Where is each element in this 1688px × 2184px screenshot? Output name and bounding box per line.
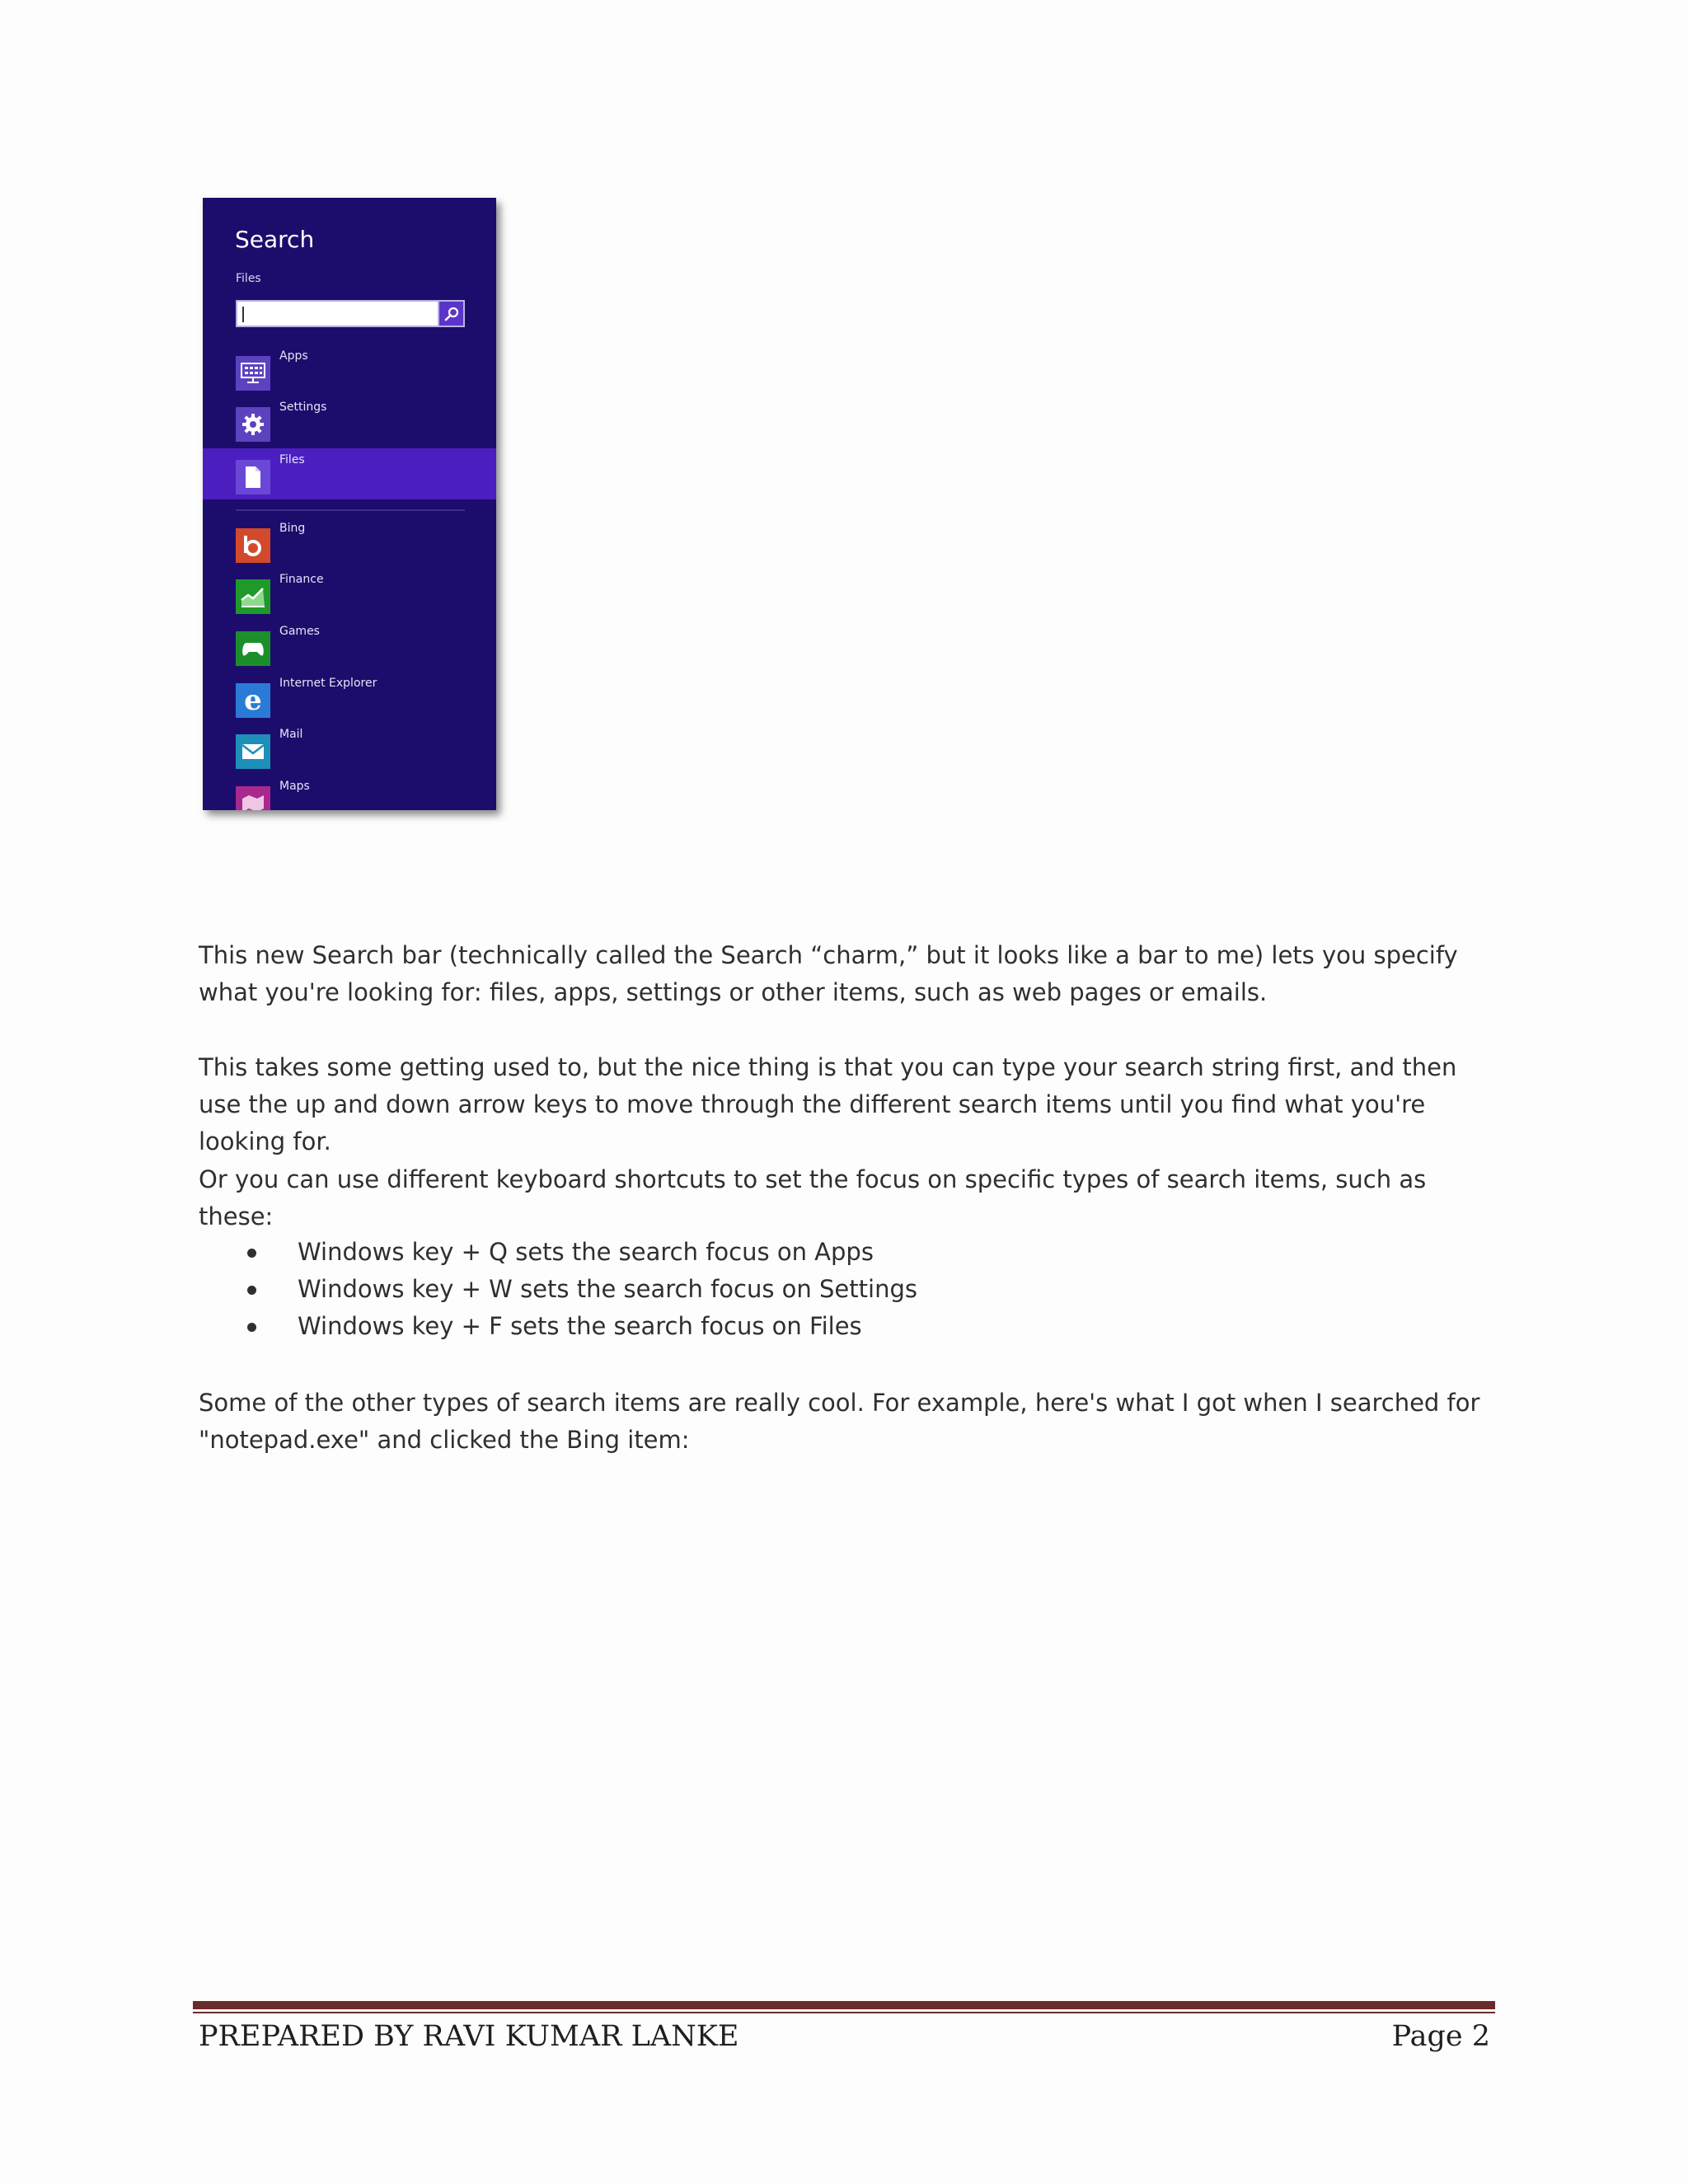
mail-icon [236,734,270,769]
shortcut-list [199,1234,917,1345]
charm-title: Search [235,226,315,253]
charm-item-label: Internet Explorer [279,677,377,690]
paragraph-shortcuts-intro: Or you can use different keyboard shortcuts to set the focus on specific types of search items, such as these: [199,1165,1427,1230]
charm-item-label: Bing [279,522,306,535]
charm-item-label: Games [279,625,320,638]
charm-item-label: Finance [279,573,324,586]
charm-item-files[interactable] [203,448,496,499]
charm-item-bing[interactable] [203,517,496,568]
games-icon [236,631,270,666]
charm-item-label: Apps [279,349,308,363]
maps-icon [236,786,270,810]
charm-scope-label: Files [236,272,261,285]
list-item [199,1308,917,1345]
footer-rule-thin [193,2012,1495,2013]
paragraph-bing-example: Some of the other types of search items are really cool. For example, here's what I got when I searched for "notepad.exe" and clicked the Bing item: [199,1389,1480,1454]
files-icon [236,460,270,494]
search-icon [443,306,460,322]
bing-icon [236,528,270,563]
list-item [199,1271,917,1308]
charm-item-apps[interactable] [203,344,496,396]
list-item-text: Windows key + W sets the search focus on Settings [298,1275,917,1303]
charm-item-finance[interactable] [203,568,496,619]
charm-item-label: Maps [279,780,310,793]
search-charm-screenshot [203,198,496,810]
page-number: Page 2 [1391,2020,1490,2053]
charm-item-label: Settings [279,401,327,414]
internet-explorer-icon: e [236,683,270,718]
bullet-icon [247,1323,256,1332]
footer-author: PREPARED BY RAVI KUMAR LANKE [199,2020,739,2053]
charm-item-internet-explorer[interactable] [203,672,496,723]
text-caret [242,307,244,322]
settings-icon [236,407,270,442]
charm-search-input[interactable] [236,300,465,327]
paragraph-search-bar: This new Search bar (technically called the Search “charm,” but it looks like a bar to me) lets you specify what you're looking for: files, apps, settings or other items, such as web pages or emails. [199,941,1458,1006]
charm-item-label: Mail [279,728,303,741]
charm-item-games[interactable] [203,620,496,671]
footer-rule [193,2001,1495,2009]
charm-divider [236,509,465,511]
charm-item-label: Files [279,453,305,466]
bullet-icon [247,1249,256,1258]
charm-search-button[interactable] [438,300,465,327]
charm-item-settings[interactable] [203,396,496,447]
charm-item-maps[interactable] [203,775,496,810]
list-item-text: Windows key + Q sets the search focus on Apps [298,1238,874,1266]
paragraph-arrow-keys: This takes some getting used to, but the nice thing is that you can type your search string first, and then use the up and down arrow keys to move through the different search items until you find what you're looking for. [199,1053,1457,1155]
finance-icon [236,579,270,614]
bullet-icon [247,1286,256,1295]
apps-icon [236,356,270,391]
list-item [199,1234,917,1271]
charm-item-mail[interactable] [203,723,496,774]
list-item-text: Windows key + F sets the search focus on Files [298,1312,862,1340]
